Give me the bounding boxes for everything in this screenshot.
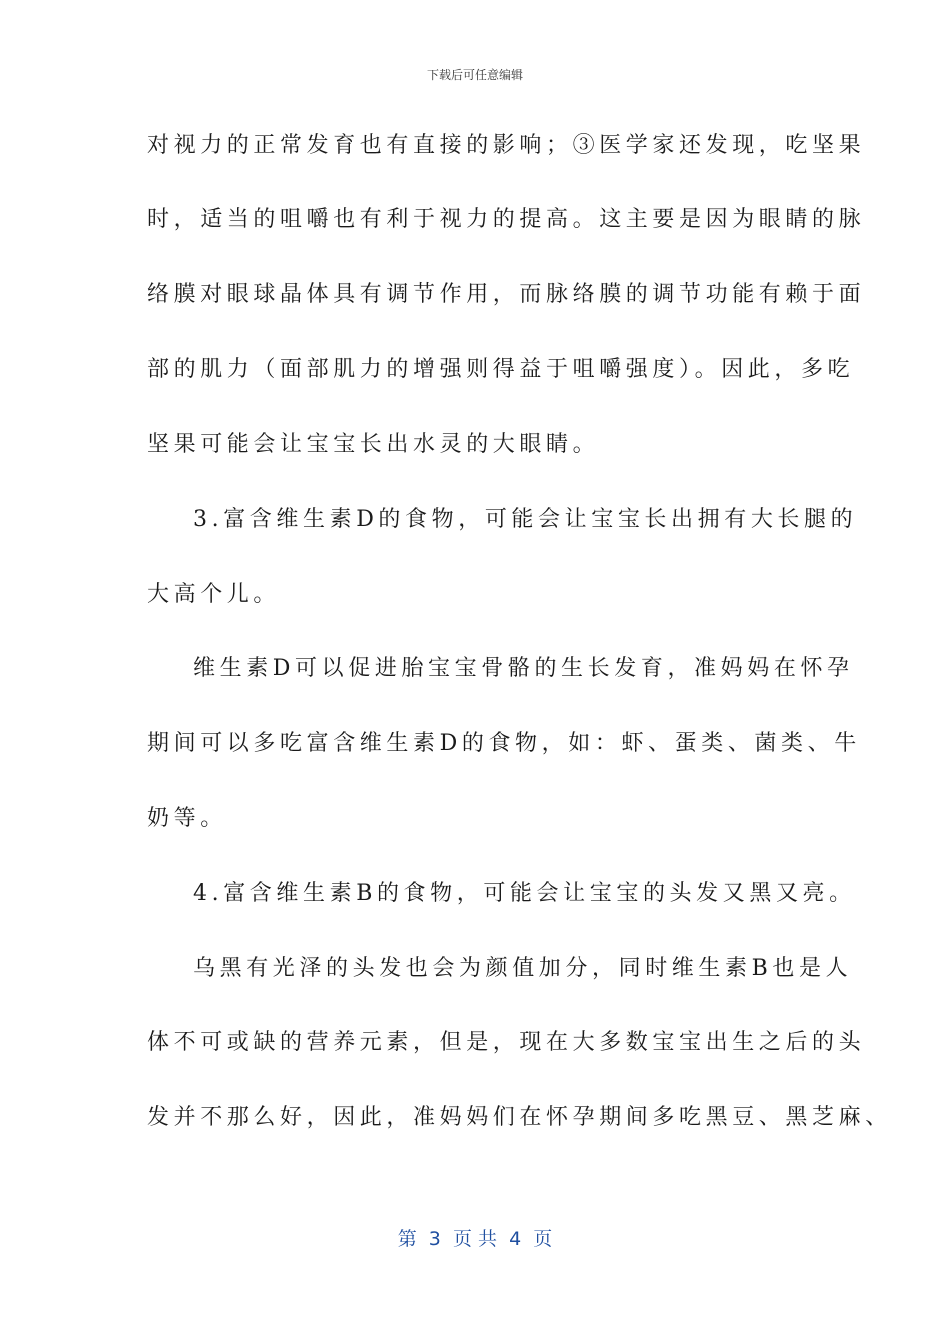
body-line: 奶等。 (147, 806, 227, 831)
body-line: 部的肌力（面部肌力的增强则得益于咀嚼强度）。因此，多吃 (147, 357, 855, 382)
body-line: 维生素D可以促进胎宝宝骨骼的生长发育，准妈妈在怀孕 (193, 656, 854, 681)
body-line: 乌黑有光泽的头发也会为颜值加分，同时维生素B也是人 (193, 956, 853, 981)
body-line: 时，适当的咀嚼也有利于视力的提高。这主要是因为眼睛的脉 (147, 207, 866, 232)
page-footer: 第 3 页 共 4 页 (397, 1228, 553, 1250)
body-line: 对视力的正常发育也有直接的影响；③医学家还发现，吃坚果 (147, 133, 866, 158)
body-line: 坚果可能会让宝宝长出水灵的大眼睛。 (147, 432, 600, 457)
section-heading: 4.富含维生素B的食物，可能会让宝宝的头发又黑又亮。 (193, 881, 856, 906)
page-header: 下载后可任意编辑 (426, 68, 523, 82)
body-line: 发并不那么好，因此，准妈妈们在怀孕期间多吃黑豆、黑芝麻、 (147, 1105, 892, 1130)
body-line: 体不可或缺的营养元素，但是，现在大多数宝宝出生之后的头 (147, 1030, 866, 1055)
body-line: 络膜对眼球晶体具有调节作用，而脉络膜的调节功能有赖于面 (147, 282, 866, 307)
body-line: 大高个儿。 (147, 582, 281, 607)
body-line: 期间可以多吃富含维生素D的食物，如：虾、蛋类、菌类、牛 (147, 731, 861, 756)
section-heading: 3.富含维生素D的食物，可能会让宝宝长出拥有大长腿的 (193, 507, 858, 532)
